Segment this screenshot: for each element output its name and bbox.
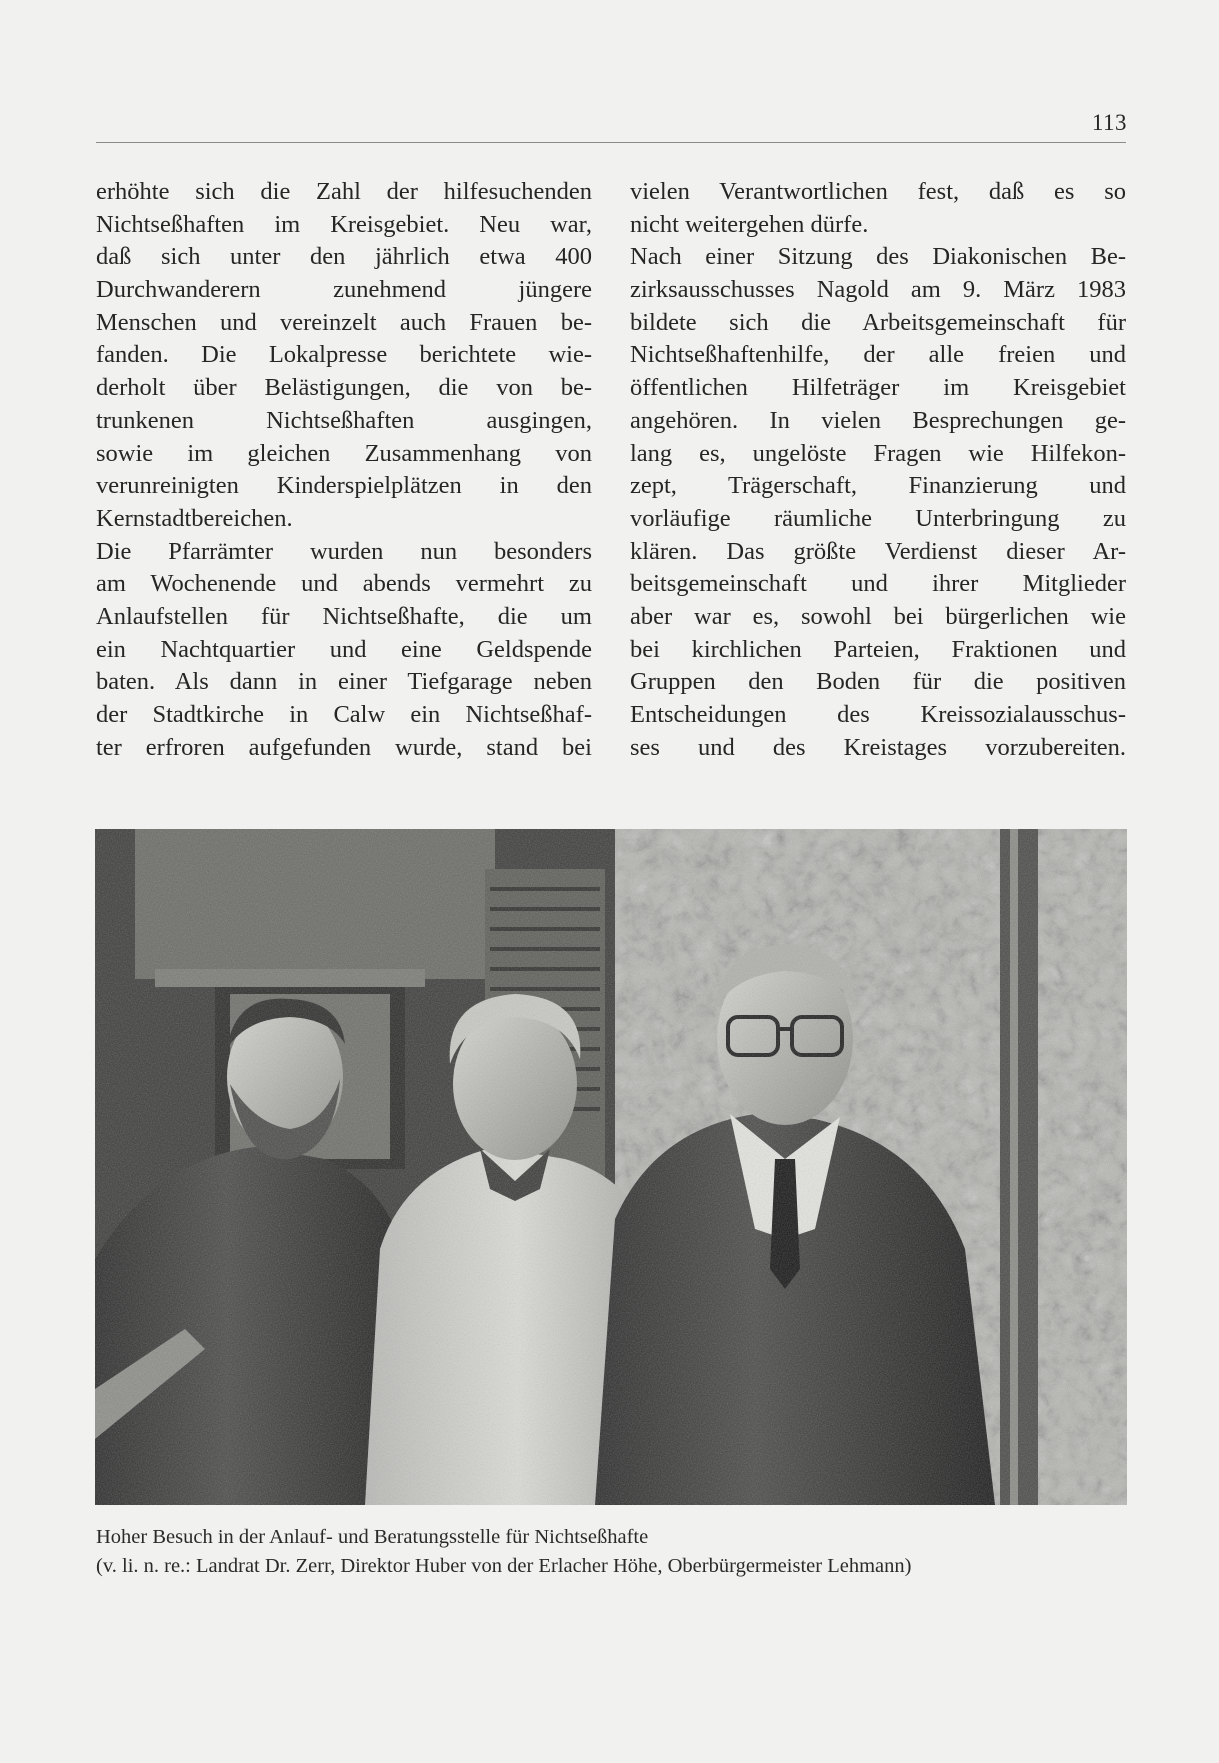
text-line: vielen Verantwortlichen fest, daß es so [630,178,1126,205]
text-line: sowie im gleichen Zusammenhang von [96,439,592,467]
text-line: der Stadtkirche in Calw ein Nichtseßhaf- [96,701,592,728]
text-line: aber war es, sowohl bei bürgerlichen wie [630,602,1126,630]
text-line: Durchwanderern zunehmend jüngere [96,276,592,304]
group-photo [95,829,1127,1505]
header-rule [96,142,1126,143]
text-line: ter erfroren aufgefunden wurde, stand bei [96,733,592,761]
text-line: am Wochenende und abends vermehrt zu [96,570,592,598]
text-line: Nichtseßhaftenhilfe, der alle freien und [630,341,1126,369]
text-line: vorläufige räumliche Unterbringung zu [630,504,1126,532]
caption-line-1: Hoher Besuch in der Anlauf- und Beratungsstelle für Nichtseßhafte [96,1526,649,1548]
text-line: Anlaufstellen für Nichtseßhafte, die um [96,602,592,630]
text-line: derholt über Belästigungen, die von be- [96,374,592,402]
photo-caption [96,1523,1136,1581]
text-line: ein Nachtquartier und eine Geldspende [96,635,592,663]
text-line: Nach einer Sitzung des Diakonischen Be- [630,243,1126,271]
text-line: fanden. Die Lokalpresse berichtete wie- [96,341,592,369]
text-line: Kernstadtbereichen. [96,504,293,532]
text-line: verunreinigten Kinderspielplätzen in den [96,472,592,500]
text-line: bei kirchlichen Parteien, Fraktionen und [630,635,1126,663]
text-line: ses und des Kreistages vorzubereiten. [630,733,1126,761]
text-line: Nichtseßhaften im Kreisgebiet. Neu war, [96,210,592,238]
text-line: zirksausschusses Nagold am 9. März 1983 [630,276,1126,304]
text-line: daß sich unter den jährlich etwa 400 [96,243,592,271]
text-line: Menschen und vereinzelt auch Frauen be- [96,308,592,336]
text-line: bildete sich die Arbeitsgemeinschaft für [630,308,1126,336]
text-line: angehören. In vielen Besprechungen ge- [630,406,1126,434]
text-line: zept, Trägerschaft, Finanzierung und [630,472,1126,500]
text-line: nicht weitergehen dürfe. [630,210,869,238]
left-text-column [96,176,592,764]
page-number: 113 [1091,110,1127,135]
caption-line-2: (v. li. n. re.: Landrat Dr. Zerr, Direktor Huber von der Erlacher Höhe, Oberbürgermeister Lehmann) [96,1555,912,1577]
text-line: Gruppen den Boden für die positiven [630,668,1126,696]
text-line: lang es, ungelöste Fragen wie Hilfekon- [630,439,1126,467]
right-text-column [630,176,1126,764]
text-line: Entscheidungen des Kreissozialausschus- [630,701,1126,728]
text-line: klären. Das größte Verdienst dieser Ar- [630,537,1126,565]
text-line: erhöhte sich die Zahl der hilfesuchenden [96,178,592,205]
text-line: trunkenen Nichtseßhaften ausgingen, [96,406,592,434]
text-line: Die Pfarrämter wurden nun besonders [96,537,592,565]
text-line: baten. Als dann in einer Tiefgarage neben [96,668,592,696]
text-line: beitsgemeinschaft und ihrer Mitglieder [630,570,1126,598]
text-line: öffentlichen Hilfeträger im Kreisgebiet [630,374,1126,402]
